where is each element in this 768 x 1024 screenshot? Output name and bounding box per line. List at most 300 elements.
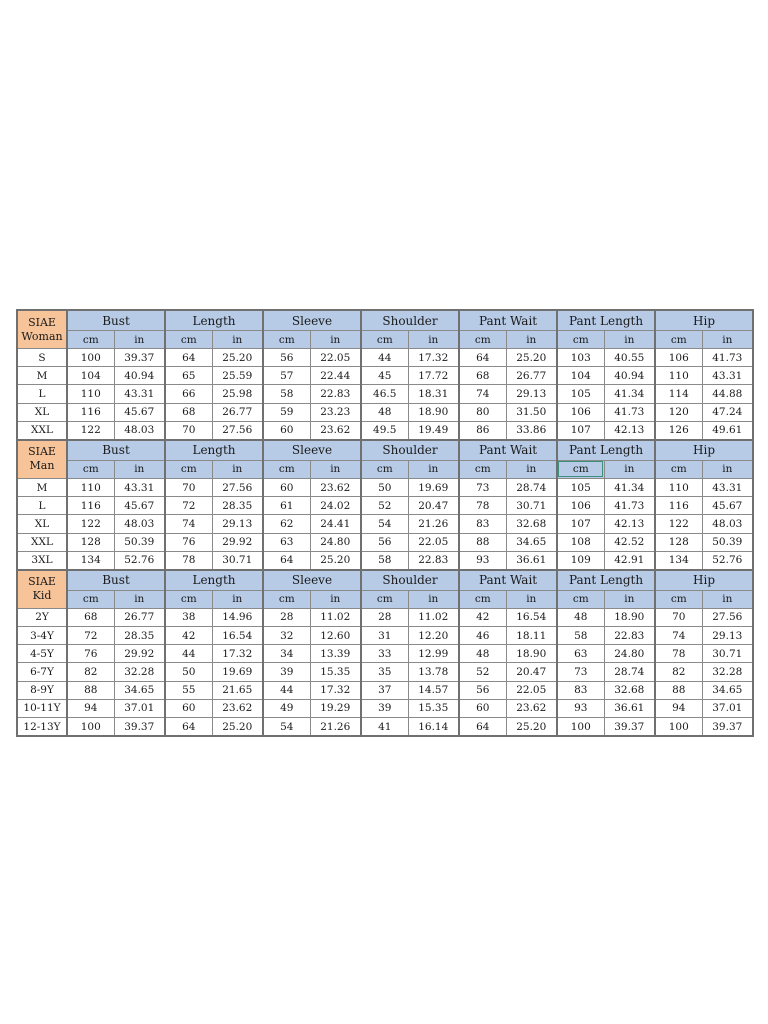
unit-header-cm: cm [557, 331, 604, 349]
unit-header-cm: cm [165, 590, 212, 608]
value-in: 50.39 [702, 533, 753, 551]
value-cm: 50 [165, 663, 212, 681]
value-in: 18.90 [408, 403, 459, 421]
value-cm: 38 [165, 608, 212, 626]
measurement-header-row [17, 310, 753, 331]
unit-header-cm: cm [165, 460, 212, 478]
value-cm: 116 [655, 497, 702, 515]
value-in: 45.67 [114, 497, 165, 515]
value-cm: 93 [459, 551, 506, 570]
value-cm: 122 [67, 515, 114, 533]
value-cm: 73 [459, 478, 506, 496]
measurement-header-row [17, 440, 753, 461]
value-in: 36.61 [604, 699, 655, 717]
unit-header-in: in [212, 331, 263, 349]
value-in: 39.37 [114, 349, 165, 367]
value-cm: 57 [263, 367, 310, 385]
value-in: 40.94 [114, 367, 165, 385]
value-cm: 61 [263, 497, 310, 515]
value-in: 33.86 [506, 421, 557, 440]
value-cm: 64 [459, 718, 506, 737]
value-in: 13.39 [310, 645, 361, 663]
size-label: L [17, 385, 67, 403]
value-in: 12.99 [408, 645, 459, 663]
category-label [17, 440, 67, 479]
measurement-header: Shoulder [361, 570, 459, 591]
unit-header-cm: cm [361, 460, 408, 478]
value-cm: 42 [165, 627, 212, 645]
value-cm: 58 [557, 627, 604, 645]
measurement-header: Pant Wait [459, 440, 557, 461]
table-row [17, 699, 753, 717]
value-cm: 70 [655, 608, 702, 626]
table-row [17, 718, 753, 737]
value-in: 42.13 [604, 421, 655, 440]
value-in: 37.01 [702, 699, 753, 717]
value-in: 48.03 [114, 515, 165, 533]
value-in: 11.02 [310, 608, 361, 626]
value-cm: 64 [459, 349, 506, 367]
size-label: 2Y [17, 608, 67, 626]
value-cm: 100 [655, 718, 702, 737]
value-cm: 45 [361, 367, 408, 385]
measurement-header: Sleeve [263, 440, 361, 461]
value-in: 19.69 [212, 663, 263, 681]
size-label: 10-11Y [17, 699, 67, 717]
value-cm: 60 [165, 699, 212, 717]
value-in: 28.74 [506, 478, 557, 496]
value-cm: 60 [459, 699, 506, 717]
value-in: 49.61 [702, 421, 753, 440]
value-in: 21.26 [408, 515, 459, 533]
value-cm: 110 [67, 478, 114, 496]
value-in: 17.32 [212, 645, 263, 663]
value-in: 13.78 [408, 663, 459, 681]
measurement-header: Hip [655, 570, 753, 591]
value-cm: 56 [361, 533, 408, 551]
unit-header-cm: cm [263, 331, 310, 349]
unit-header-in: in [604, 590, 655, 608]
value-in: 29.13 [506, 385, 557, 403]
value-in: 15.35 [408, 699, 459, 717]
value-cm: 48 [361, 403, 408, 421]
value-in: 22.05 [310, 349, 361, 367]
category-label-name: Woman [21, 329, 63, 343]
unit-header-in: in [408, 460, 459, 478]
value-cm: 93 [557, 699, 604, 717]
value-in: 21.65 [212, 681, 263, 699]
value-in: 23.23 [310, 403, 361, 421]
value-in: 25.20 [506, 349, 557, 367]
value-cm: 106 [557, 403, 604, 421]
value-in: 50.39 [114, 533, 165, 551]
table-row [17, 645, 753, 663]
value-in: 19.69 [408, 478, 459, 496]
unit-header-cm: cm [361, 331, 408, 349]
value-in: 23.62 [506, 699, 557, 717]
value-in: 32.28 [702, 663, 753, 681]
value-cm: 73 [557, 663, 604, 681]
value-cm: 66 [165, 385, 212, 403]
value-in: 24.02 [310, 497, 361, 515]
value-cm: 100 [557, 718, 604, 737]
unit-header-cm: cm [459, 590, 506, 608]
value-in: 43.31 [702, 367, 753, 385]
value-cm: 105 [557, 385, 604, 403]
unit-header-in: in [114, 460, 165, 478]
value-in: 17.32 [310, 681, 361, 699]
size-label: XXL [17, 421, 67, 440]
measurement-header: Shoulder [361, 310, 459, 331]
unit-header-row [17, 460, 753, 478]
size-label: 12-13Y [17, 718, 67, 737]
value-cm: 48 [459, 645, 506, 663]
value-in: 23.62 [310, 421, 361, 440]
table-row [17, 497, 753, 515]
unit-header-cm: cm [67, 460, 114, 478]
unit-header-in: in [702, 460, 753, 478]
value-in: 48.03 [114, 421, 165, 440]
value-in: 14.96 [212, 608, 263, 626]
value-in: 36.61 [506, 551, 557, 570]
measurement-header: Length [165, 570, 263, 591]
value-cm: 94 [655, 699, 702, 717]
value-in: 42.52 [604, 533, 655, 551]
value-cm: 78 [655, 645, 702, 663]
category-label-name: Kid [32, 589, 52, 603]
value-cm: 56 [263, 349, 310, 367]
value-in: 29.13 [702, 627, 753, 645]
value-in: 25.98 [212, 385, 263, 403]
value-cm: 49.5 [361, 421, 408, 440]
value-in: 16.54 [212, 627, 263, 645]
value-cm: 70 [165, 421, 212, 440]
value-cm: 42 [459, 608, 506, 626]
category-label [17, 310, 67, 349]
value-cm: 126 [655, 421, 702, 440]
value-cm: 68 [67, 608, 114, 626]
value-in: 19.49 [408, 421, 459, 440]
value-cm: 46 [459, 627, 506, 645]
value-cm: 74 [655, 627, 702, 645]
value-cm: 78 [165, 551, 212, 570]
measurement-header: Hip [655, 310, 753, 331]
measurement-header: Shoulder [361, 440, 459, 461]
value-cm: 74 [165, 515, 212, 533]
value-in: 32.68 [604, 681, 655, 699]
section-kid [17, 570, 753, 736]
value-in: 34.65 [702, 681, 753, 699]
value-in: 39.37 [702, 718, 753, 737]
value-in: 18.90 [506, 645, 557, 663]
value-in: 32.68 [506, 515, 557, 533]
value-in: 41.34 [604, 385, 655, 403]
measurement-header: Pant Wait [459, 570, 557, 591]
section-woman [17, 310, 753, 440]
value-in: 43.31 [702, 478, 753, 496]
category-label-brand: SIAE [28, 315, 56, 329]
size-label: 6-7Y [17, 663, 67, 681]
value-cm: 54 [361, 515, 408, 533]
size-label: 3-4Y [17, 627, 67, 645]
table-row [17, 663, 753, 681]
value-in: 25.20 [310, 551, 361, 570]
value-in: 41.34 [604, 478, 655, 496]
value-cm: 72 [165, 497, 212, 515]
value-cm: 33 [361, 645, 408, 663]
value-cm: 68 [165, 403, 212, 421]
unit-header-cm: cm [557, 460, 604, 478]
value-cm: 106 [557, 497, 604, 515]
value-cm: 100 [67, 718, 114, 737]
value-in: 52.76 [114, 551, 165, 570]
unit-header-cm: cm [67, 590, 114, 608]
value-cm: 32 [263, 627, 310, 645]
value-in: 41.73 [702, 349, 753, 367]
value-in: 11.02 [408, 608, 459, 626]
table-row [17, 551, 753, 570]
table-row [17, 533, 753, 551]
unit-header-cm: cm [655, 331, 702, 349]
measurement-header: Pant Length [557, 570, 655, 591]
unit-header-in: in [114, 590, 165, 608]
value-in: 23.62 [310, 478, 361, 496]
measurement-header: Sleeve [263, 310, 361, 331]
value-cm: 35 [361, 663, 408, 681]
measurement-header: Bust [67, 570, 165, 591]
table-row [17, 515, 753, 533]
value-in: 14.57 [408, 681, 459, 699]
value-in: 44.88 [702, 385, 753, 403]
value-cm: 88 [655, 681, 702, 699]
value-cm: 110 [655, 478, 702, 496]
value-in: 16.14 [408, 718, 459, 737]
value-in: 29.92 [114, 645, 165, 663]
unit-header-in: in [310, 590, 361, 608]
value-in: 12.20 [408, 627, 459, 645]
value-in: 34.65 [506, 533, 557, 551]
unit-header-cm: cm [165, 331, 212, 349]
size-label: S [17, 349, 67, 367]
value-cm: 63 [557, 645, 604, 663]
unit-header-in: in [114, 331, 165, 349]
measurement-header: Pant Length [557, 440, 655, 461]
value-cm: 37 [361, 681, 408, 699]
unit-header-in: in [408, 590, 459, 608]
value-cm: 94 [67, 699, 114, 717]
value-in: 20.47 [408, 497, 459, 515]
value-cm: 82 [655, 663, 702, 681]
value-cm: 60 [263, 478, 310, 496]
value-cm: 62 [263, 515, 310, 533]
unit-header-row [17, 590, 753, 608]
value-cm: 41 [361, 718, 408, 737]
table-row [17, 608, 753, 626]
value-in: 28.35 [114, 627, 165, 645]
value-cm: 64 [263, 551, 310, 570]
value-in: 45.67 [114, 403, 165, 421]
value-in: 28.35 [212, 497, 263, 515]
value-cm: 80 [459, 403, 506, 421]
unit-header-in: in [702, 590, 753, 608]
value-in: 22.05 [408, 533, 459, 551]
table-row [17, 681, 753, 699]
measurement-header: Length [165, 440, 263, 461]
value-cm: 107 [557, 421, 604, 440]
unit-header-cm: cm [459, 331, 506, 349]
value-cm: 78 [459, 497, 506, 515]
category-label [17, 570, 67, 609]
value-in: 22.83 [310, 385, 361, 403]
table-row [17, 385, 753, 403]
value-cm: 52 [361, 497, 408, 515]
unit-header-cm: cm [459, 460, 506, 478]
value-cm: 74 [459, 385, 506, 403]
size-label: M [17, 367, 67, 385]
measurement-header: Bust [67, 440, 165, 461]
value-cm: 49 [263, 699, 310, 717]
unit-header-cm: cm [557, 590, 604, 608]
unit-header-in: in [506, 460, 557, 478]
unit-header-in: in [212, 460, 263, 478]
value-in: 26.77 [506, 367, 557, 385]
value-in: 40.55 [604, 349, 655, 367]
value-cm: 116 [67, 403, 114, 421]
value-cm: 110 [655, 367, 702, 385]
value-cm: 106 [655, 349, 702, 367]
value-cm: 50 [361, 478, 408, 496]
value-in: 18.90 [604, 608, 655, 626]
measurement-header: Sleeve [263, 570, 361, 591]
value-in: 21.26 [310, 718, 361, 737]
unit-header-row [17, 331, 753, 349]
unit-header-in: in [310, 460, 361, 478]
size-label: XL [17, 403, 67, 421]
value-cm: 105 [557, 478, 604, 496]
value-cm: 104 [557, 367, 604, 385]
value-cm: 128 [655, 533, 702, 551]
value-in: 22.44 [310, 367, 361, 385]
size-chart-table [16, 309, 754, 737]
value-in: 17.72 [408, 367, 459, 385]
value-in: 22.05 [506, 681, 557, 699]
value-cm: 58 [361, 551, 408, 570]
value-cm: 65 [165, 367, 212, 385]
value-cm: 70 [165, 478, 212, 496]
value-cm: 116 [67, 497, 114, 515]
value-in: 18.11 [506, 627, 557, 645]
value-in: 30.71 [702, 645, 753, 663]
category-label-brand: SIAE [28, 575, 56, 589]
unit-header-in: in [702, 331, 753, 349]
value-in: 18.31 [408, 385, 459, 403]
value-in: 34.65 [114, 681, 165, 699]
value-cm: 108 [557, 533, 604, 551]
value-cm: 48 [557, 608, 604, 626]
value-in: 24.80 [604, 645, 655, 663]
value-cm: 64 [165, 718, 212, 737]
value-cm: 83 [459, 515, 506, 533]
value-in: 19.29 [310, 699, 361, 717]
size-label: 8-9Y [17, 681, 67, 699]
value-in: 39.37 [604, 718, 655, 737]
value-cm: 88 [67, 681, 114, 699]
value-cm: 103 [557, 349, 604, 367]
value-cm: 31 [361, 627, 408, 645]
value-cm: 63 [263, 533, 310, 551]
table-row [17, 421, 753, 440]
value-in: 45.67 [702, 497, 753, 515]
value-cm: 28 [361, 608, 408, 626]
value-in: 30.71 [506, 497, 557, 515]
measurement-header: Pant Wait [459, 310, 557, 331]
value-cm: 68 [459, 367, 506, 385]
table-row [17, 349, 753, 367]
value-in: 27.56 [212, 478, 263, 496]
unit-header-in: in [408, 331, 459, 349]
unit-header-cm: cm [655, 460, 702, 478]
value-in: 37.01 [114, 699, 165, 717]
value-in: 20.47 [506, 663, 557, 681]
measurement-header: Hip [655, 440, 753, 461]
value-in: 47.24 [702, 403, 753, 421]
value-cm: 64 [165, 349, 212, 367]
value-in: 23.62 [212, 699, 263, 717]
unit-header-in: in [212, 590, 263, 608]
value-cm: 86 [459, 421, 506, 440]
value-in: 12.60 [310, 627, 361, 645]
size-label: XL [17, 515, 67, 533]
size-label: M [17, 478, 67, 496]
value-in: 27.56 [702, 608, 753, 626]
value-cm: 55 [165, 681, 212, 699]
value-cm: 46.5 [361, 385, 408, 403]
value-in: 24.41 [310, 515, 361, 533]
unit-header-cm: cm [655, 590, 702, 608]
value-in: 22.83 [408, 551, 459, 570]
value-in: 28.74 [604, 663, 655, 681]
category-label-brand: SIAE [28, 445, 56, 459]
value-cm: 122 [655, 515, 702, 533]
value-in: 43.31 [114, 478, 165, 496]
value-in: 25.20 [506, 718, 557, 737]
value-cm: 134 [655, 551, 702, 570]
value-cm: 100 [67, 349, 114, 367]
value-in: 42.13 [604, 515, 655, 533]
value-cm: 52 [459, 663, 506, 681]
table-row [17, 478, 753, 496]
value-cm: 59 [263, 403, 310, 421]
value-cm: 128 [67, 533, 114, 551]
unit-header-cm: cm [67, 331, 114, 349]
value-in: 41.73 [604, 403, 655, 421]
size-label: XXL [17, 533, 67, 551]
value-in: 29.13 [212, 515, 263, 533]
unit-header-in: in [604, 460, 655, 478]
value-cm: 44 [165, 645, 212, 663]
value-in: 25.20 [212, 349, 263, 367]
value-in: 15.35 [310, 663, 361, 681]
table-row [17, 403, 753, 421]
unit-header-cm: cm [263, 590, 310, 608]
value-cm: 114 [655, 385, 702, 403]
size-label: 4-5Y [17, 645, 67, 663]
value-in: 41.73 [604, 497, 655, 515]
unit-header-in: in [506, 331, 557, 349]
measurement-header: Length [165, 310, 263, 331]
value-cm: 120 [655, 403, 702, 421]
table-row [17, 367, 753, 385]
